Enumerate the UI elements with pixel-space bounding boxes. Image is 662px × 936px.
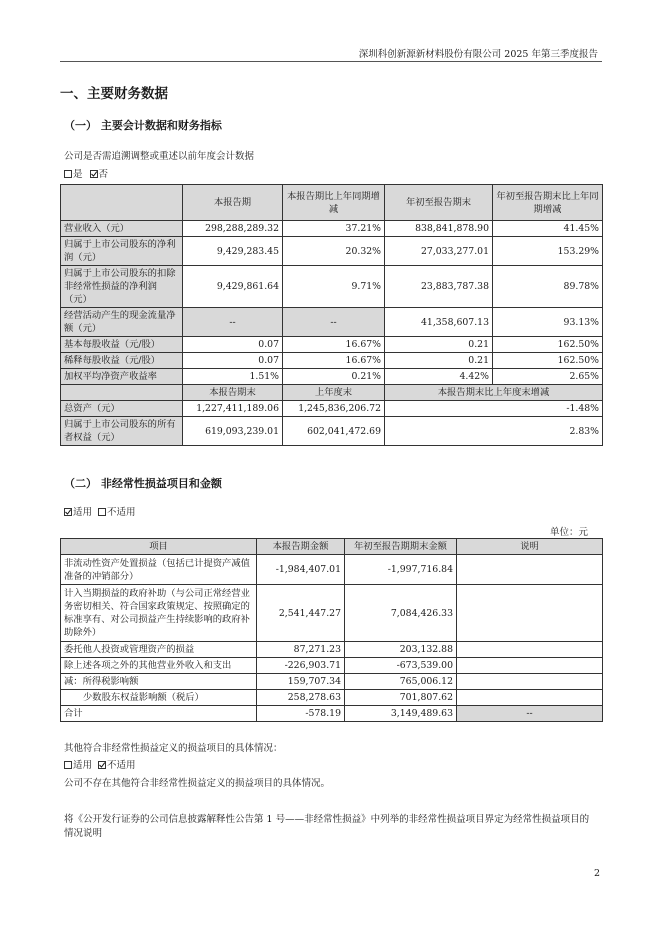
cell: 765,006.12 <box>345 674 457 690</box>
cell: 41,358,607.13 <box>385 308 493 337</box>
cell: -- <box>457 706 603 722</box>
cell <box>457 658 603 674</box>
restatement-options <box>64 166 108 180</box>
cell: 20.32% <box>283 237 385 266</box>
other-items-title: 其他符合非经常性损益定义的损益项目的具体情况： <box>64 743 283 754</box>
cell: -578.19 <box>257 706 345 722</box>
row-label: 归属于上市公司股东的净利润（元） <box>61 237 183 266</box>
cell: 162.50% <box>493 337 603 353</box>
cell <box>457 585 603 642</box>
table-row <box>61 674 603 690</box>
cell <box>457 642 603 658</box>
checkbox-unchecked-icon <box>98 508 106 516</box>
row-label: 除上述各项之外的其他营业外收入和支出 <box>61 658 257 674</box>
cell: 0.21 <box>385 353 493 369</box>
row-label: 加权平均净资产收益率 <box>61 369 183 385</box>
cell: 27,033,277.01 <box>385 237 493 266</box>
table2-header: 说明 <box>457 539 603 555</box>
row-label: 基本每股收益（元/股） <box>61 337 183 353</box>
cell: 16.67% <box>283 353 385 369</box>
cell: 41.45% <box>493 221 603 237</box>
cell: 37.21% <box>283 221 385 237</box>
cell: 298,288,289.32 <box>183 221 283 237</box>
option-applicable: 适用 <box>73 507 93 518</box>
row-label: 营业收入（元） <box>61 221 183 237</box>
row-label: 计入当期损益的政府补助（与公司正常经营业务密切相关、符合国家政策规定、按照确定的标准享有、对公司损益产生持续影响的政府补助除外） <box>61 585 257 642</box>
table1-header: 本报告期比上年同期增减 <box>283 185 385 221</box>
page-header: 深圳科创新源新材料股份有限公司 2025 年第三季度报告 <box>358 49 598 60</box>
row-label: 减：所得税影响额 <box>61 674 257 690</box>
reclassification-paragraph: 将《公开发行证券的公司信息披露解释性公告第 1 号——非经常性损益》中列举的非经常性损益项目界定为经常性损益项目的情况说明 <box>64 814 590 839</box>
unit-label: 单位：元 <box>549 527 588 538</box>
cell: 9,429,861.64 <box>183 266 283 308</box>
cell: 203,132.88 <box>345 642 457 658</box>
table-row <box>61 353 603 369</box>
cell: 93.13% <box>493 308 603 337</box>
section-title: 一、主要财务数据 <box>60 86 168 102</box>
option-applicable: 适用 <box>73 760 93 771</box>
header-divider <box>60 61 602 62</box>
cell: -1,997,716.84 <box>345 555 457 585</box>
cell: 2.65% <box>493 369 603 385</box>
cell: -- <box>183 308 283 337</box>
cell: 2.83% <box>385 417 603 446</box>
cell: 3,149,489.63 <box>345 706 457 722</box>
checkbox-unchecked-icon <box>64 761 72 769</box>
table-row <box>61 237 603 266</box>
cell: 162.50% <box>493 353 603 369</box>
table-row <box>61 706 603 722</box>
table-row <box>61 308 603 337</box>
row-label: 稀释每股收益（元/股） <box>61 353 183 369</box>
checkbox-unchecked-icon <box>64 170 72 178</box>
cell: 16.67% <box>283 337 385 353</box>
table-row <box>61 690 603 706</box>
cell: -226,903.71 <box>257 658 345 674</box>
checkbox-checked-icon <box>98 761 106 769</box>
cell: 153.29% <box>493 237 603 266</box>
table-row <box>61 555 603 585</box>
cell <box>457 555 603 585</box>
cell: -- <box>283 308 385 337</box>
option-no: 否 <box>98 169 109 180</box>
applicability-options <box>64 504 136 518</box>
table2-header: 项目 <box>61 539 257 555</box>
checkbox-checked-icon <box>64 508 72 516</box>
cell: 9.71% <box>283 266 385 308</box>
table1-header: 年初至报告期末比上年同期增减 <box>493 185 603 221</box>
table-row <box>61 337 603 353</box>
cell: 1.51% <box>183 369 283 385</box>
row-label: 少数股东权益影响额（税后） <box>61 690 257 706</box>
subsection-title-2: （二） 非经常性损益项目和金额 <box>64 477 222 490</box>
cell: 0.07 <box>183 337 283 353</box>
table-row <box>61 417 603 446</box>
option-not-applicable: 不适用 <box>107 760 136 771</box>
table-row <box>61 401 603 417</box>
cell: 87,271.23 <box>257 642 345 658</box>
option-yes: 是 <box>73 169 83 180</box>
other-applicability-options <box>64 757 136 771</box>
cell: 89.78% <box>493 266 603 308</box>
option-not-applicable: 不适用 <box>107 507 136 518</box>
table1-header-blank <box>61 185 183 221</box>
cell <box>457 674 603 690</box>
cell: 0.21 <box>385 337 493 353</box>
table-row <box>61 221 603 237</box>
cell: 602,041,472.69 <box>283 417 385 446</box>
cell: -673,539.00 <box>345 658 457 674</box>
restatement-question: 公司是否需追溯调整或重述以前年度会计数据 <box>64 151 255 162</box>
cell <box>457 690 603 706</box>
table-row <box>61 266 603 308</box>
cell: 7,084,426.33 <box>345 585 457 642</box>
cell: 838,841,878.90 <box>385 221 493 237</box>
cell: 0.07 <box>183 353 283 369</box>
table-row <box>61 585 603 642</box>
table1-header2-blank <box>61 385 183 401</box>
cell: 23,883,787.38 <box>385 266 493 308</box>
table-row <box>61 658 603 674</box>
cell: 701,807.62 <box>345 690 457 706</box>
other-items-text: 公司不存在其他符合非经常性损益定义的损益项目的具体情况。 <box>64 778 331 789</box>
table-row <box>61 642 603 658</box>
row-label: 归属于上市公司股东的扣除非经常性损益的净利润（元） <box>61 266 183 308</box>
cell: 4.42% <box>385 369 493 385</box>
cell: 1,245,836,206.72 <box>283 401 385 417</box>
subsection-title-1: （一） 主要会计数据和财务指标 <box>64 119 222 132</box>
row-label: 归属于上市公司股东的所有者权益（元） <box>61 417 183 446</box>
cell: 1,227,411,189.06 <box>183 401 283 417</box>
table2-header: 年初至报告期期末金额 <box>345 539 457 555</box>
page-number: 2 <box>594 868 601 879</box>
non-recurring-items-table <box>60 538 603 722</box>
cell: 9,429,283.45 <box>183 237 283 266</box>
table1-header2: 本报告期末 <box>183 385 283 401</box>
table1-header2: 本报告期末比上年度末增减 <box>385 385 603 401</box>
table2-header: 本报告期金额 <box>257 539 345 555</box>
checkbox-checked-icon <box>90 170 98 178</box>
cell: 0.21% <box>283 369 385 385</box>
table-row <box>61 369 603 385</box>
row-label: 委托他人投资或管理资产的损益 <box>61 642 257 658</box>
financial-indicators-table <box>60 184 603 446</box>
row-label: 非流动性资产处置损益（包括已计提资产减值准备的冲销部分） <box>61 555 257 585</box>
row-label: 经营活动产生的现金流量净额（元） <box>61 308 183 337</box>
cell: -1.48% <box>385 401 603 417</box>
cell: 619,093,239.01 <box>183 417 283 446</box>
row-label: 总资产（元） <box>61 401 183 417</box>
cell: 258,278.63 <box>257 690 345 706</box>
table1-header: 年初至报告期末 <box>385 185 493 221</box>
row-label: 合计 <box>61 706 257 722</box>
table1-header2: 上年度末 <box>283 385 385 401</box>
table1-header: 本报告期 <box>183 185 283 221</box>
cell: 159,707.34 <box>257 674 345 690</box>
cell: 2,541,447.27 <box>257 585 345 642</box>
cell: -1,984,407.01 <box>257 555 345 585</box>
